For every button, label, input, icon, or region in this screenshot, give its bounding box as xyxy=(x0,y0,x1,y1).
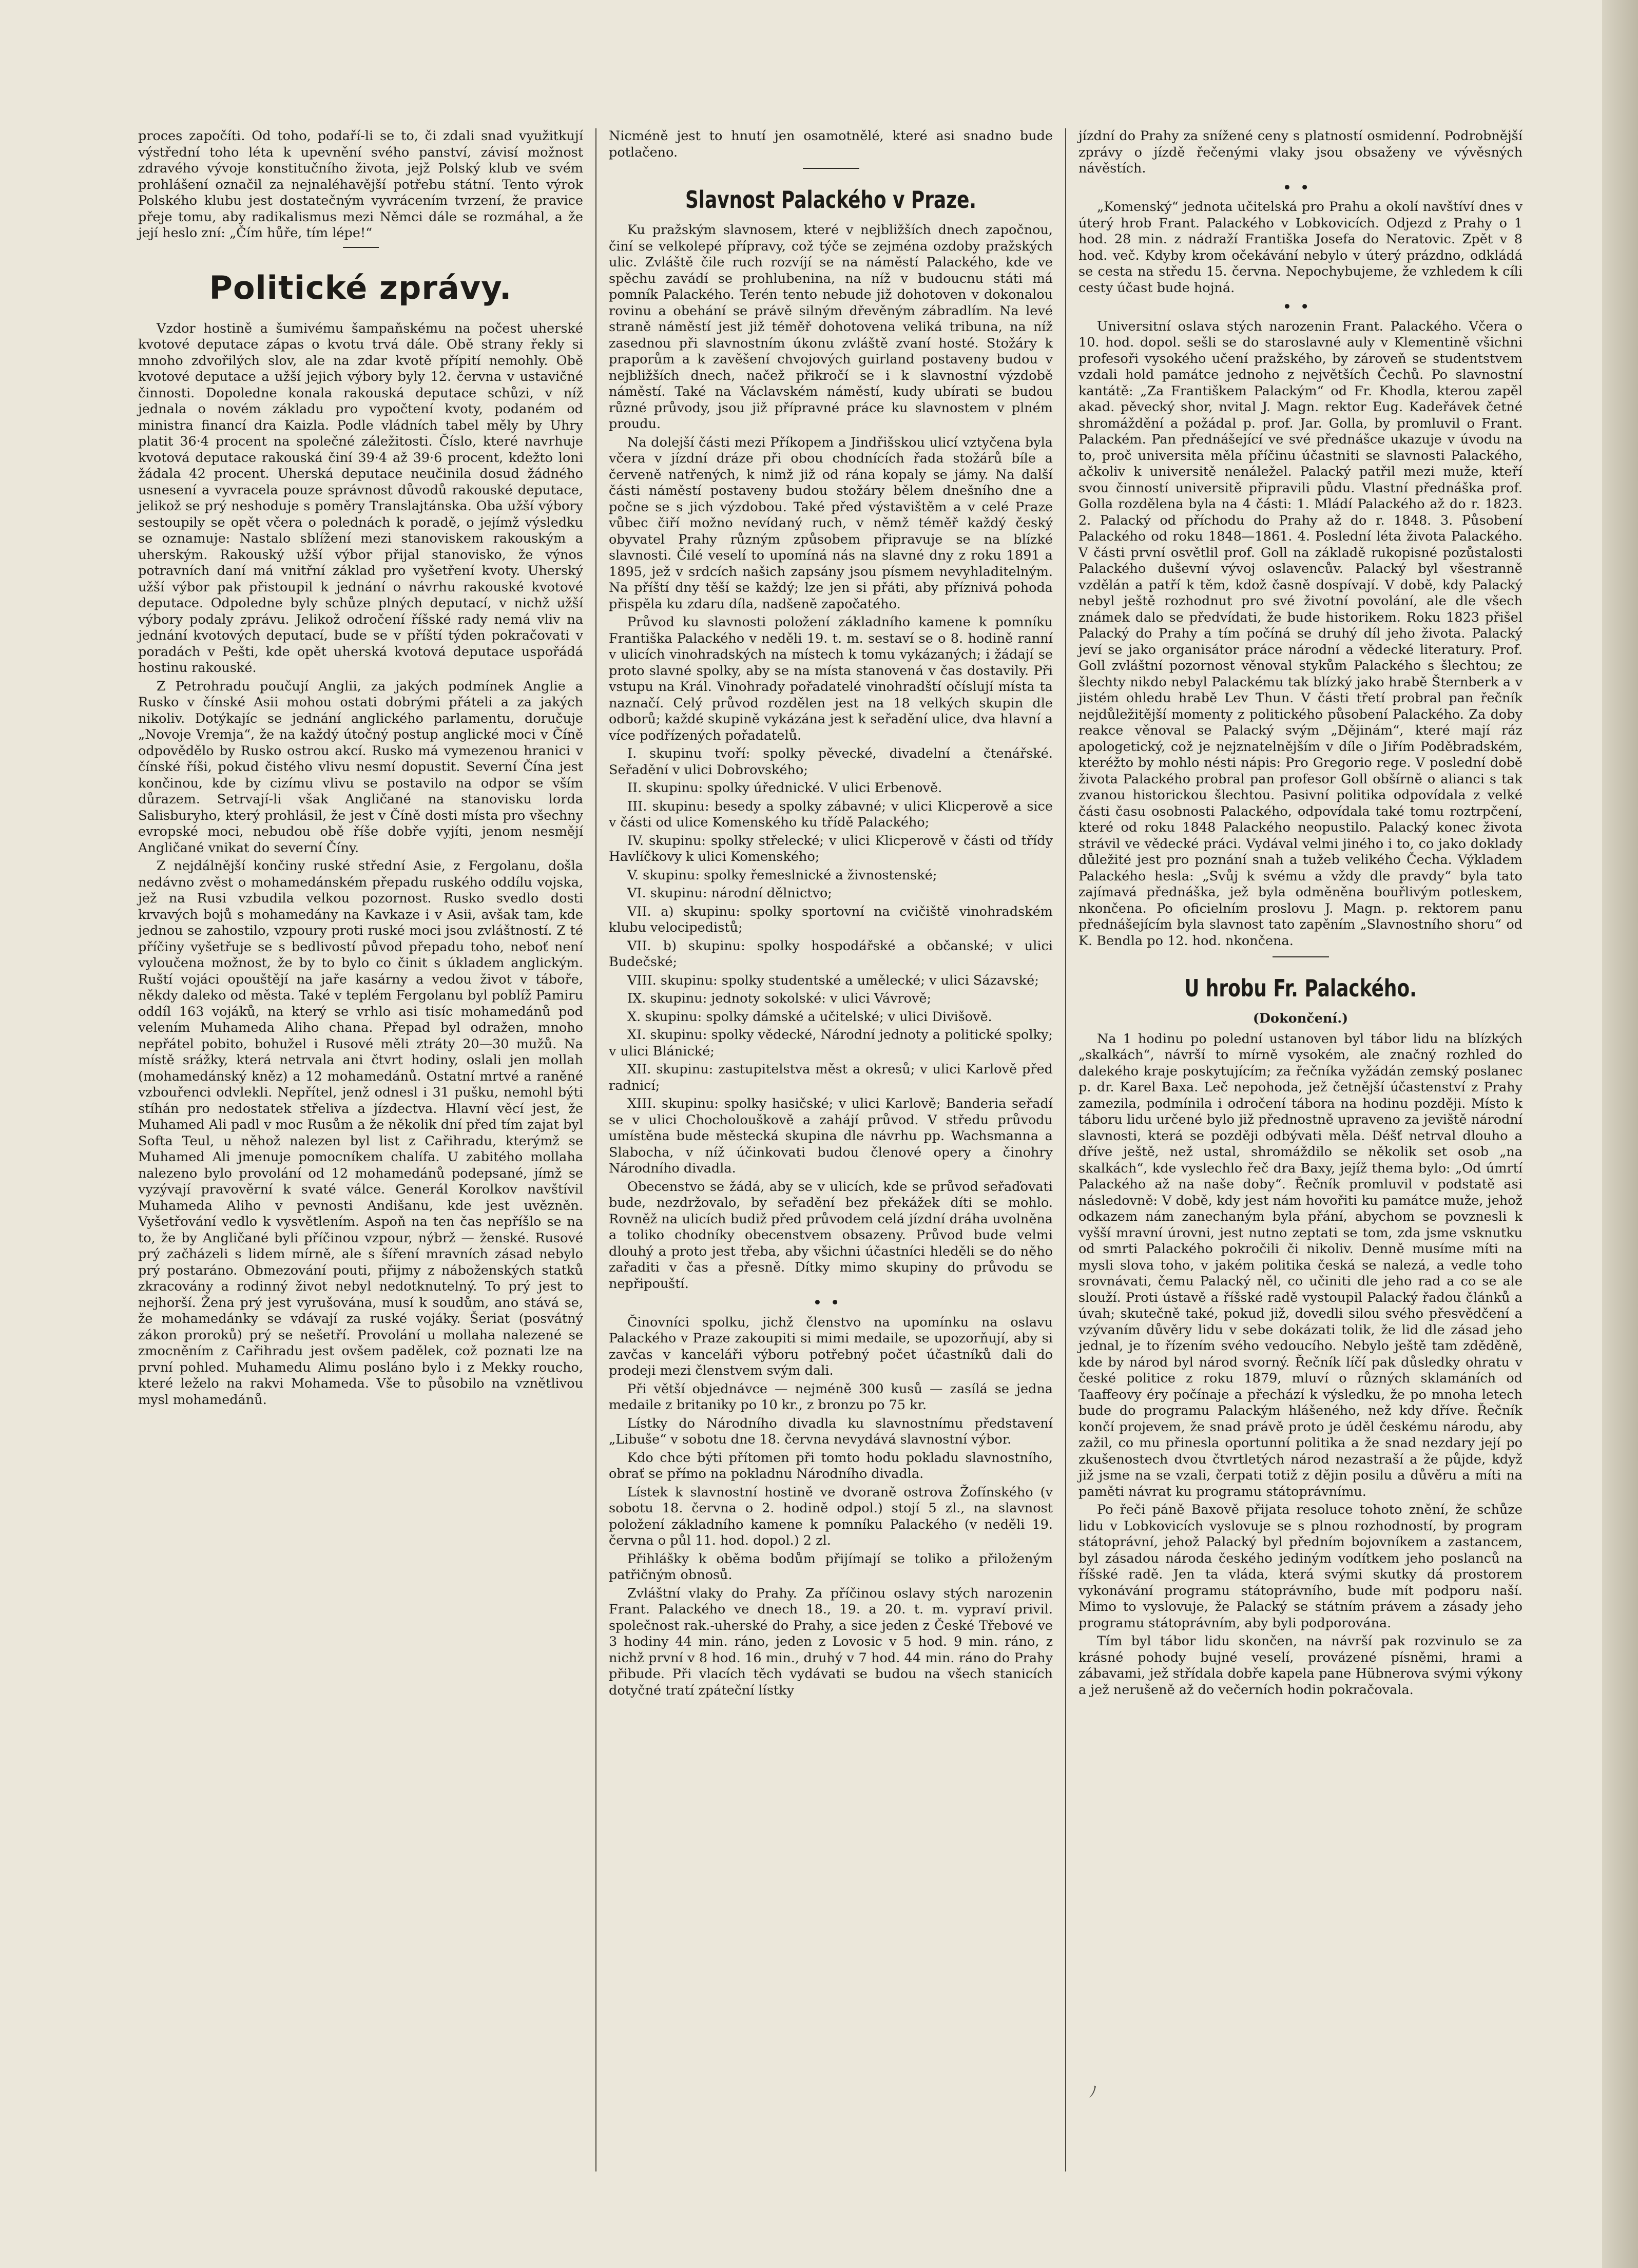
col2-paragraph: X. skupinu: spolky dámské a učitelské; v ulici Divišově. xyxy=(627,1009,992,1025)
col2-paragraph: IV. skupinu: spolky střelecké; v ulici Klicperově v části od třídy Havlíčkovy k ulici Komenského; xyxy=(609,833,1053,864)
section-divider xyxy=(343,247,379,248)
column-2 xyxy=(595,128,1065,2171)
col2-paragraph: Lístky do Národního divadla ku slavnostnímu představení „Libuše“ v sobotu dne 18. června nevydává slavnostní výbor. xyxy=(609,1415,1053,1447)
col2-paragraph: XII. skupinu: zastupitelstva měst a okresů; v ulici Karlově před radnicí; xyxy=(609,1062,1053,1093)
slavnost-palackeho-heading: Slavnost Palackého v Praze. xyxy=(685,186,977,214)
col2-paragraph: I. skupinu tvoří: spolky pěvecké, divadelní a čtenářské. Seřadění v ulici Dobrovského; xyxy=(609,746,1053,778)
u-hrobu-heading: U hrobu Fr. Palackého. xyxy=(1184,974,1417,1002)
col2-lead-paragraph: Nicméně jest to hnutí jen osamotnělé, které asi snadno bude potlačeno. xyxy=(609,128,1053,160)
col2-paragraph: Obecenstvo se žádá, aby se v ulicích, kde se průvod seřaďovati bude, nezdržovalo, by seřadění bez překážek díti se mohlo. Rovněž na ulicích budiž před průvodem celá jízdní dráha uvolněna a toliko chodníky obecenstvem obsazeny. Průvod bude velmi dlouhý a proto jest třeba, aby všichni účastníci hleděli se do něho zařaditi v čas a přesně. Dítky mimo skupiny do průvodu se nepřipouští. xyxy=(609,1179,1053,1292)
col2-paragraph: XIII. skupinu: spolky hasičské; v ulici Karlově; Banderia seřadí se v ulici Chocholouškově a zahájí průvod. V středu průvodu umístěna bude městecká skupina dle návrhu pp. Wachsmanna a Slabocha, v níž účinkovati budou členové opery a činohry Národního divadla. xyxy=(609,1096,1053,1176)
politicke-zpravy-heading: Politické zprávy. xyxy=(209,268,512,306)
column-1 xyxy=(126,128,595,2171)
col2-paragraph: III. skupinu: besedy a spolky zábavné; v ulici Klicperově a sice v části od ulice Komenského ku třídě Palackého; xyxy=(609,798,1053,830)
col1-paragraph: Z Petrohradu poučují Anglii, za jakých podmínek Anglie a Rusko v čínské Asii mohou ostati dobrými přáteli a za jakých nikoliv. Dotýkajíc se jednání anglického parlamentu, doručuje „Novoje Vremja“, že na každý útočný postup anglické moci v Číně odpovědělo by Rusko ostrou akcí. Rusko má vymezenou hranici v čínské říši, pokud čistého vlivu nesmí dopustit. Severní Čína jest končinou, kde by cizímu vlivu se postavilo na odpor se vším důrazem. Setrvají-li však Angličané na stanovisku lorda Salisburyho, který prohlásil, že jest v Číně dosti místa pro všechny evropské moci, nebudou obě říše dobře vyjíti, jenom nesmějí Angličané vnikat do severní Číny. xyxy=(138,678,583,856)
col2-paragraph: II. skupinu: spolky úřednické. V ulici Erbenově. xyxy=(627,780,942,796)
section-divider xyxy=(1273,956,1329,957)
col2-paragraph: V. skupinu: spolky řemeslnické a živnostenské; xyxy=(627,867,937,883)
section-divider: •• xyxy=(1283,180,1318,196)
col3-paragraph: „Komenský“ jednota učitelská pro Prahu a okolí navštíví dnes v úterý hrob Frant. Palackého v Lobkovicích. Odjezd z Prahy o 1 hod. 28 min. z nádraží Františka Josefa do Neratovic. Zpět v 8 hod. več. Kdyby krom očekávání nebylo v úterý prázdno, odkládá se cesta na středu 15. června. Nepochybujeme, že vzhledem k cíli cesty účast bude hojná. xyxy=(1078,199,1523,296)
page-edge xyxy=(1602,0,1638,2268)
col2-paragraph: XI. skupinu: spolky vědecké, Národní jednoty a politické spolky; v ulici Blánické; xyxy=(609,1027,1053,1059)
col3-paragraph: Po řeči páně Baxově přijata resoluce tohoto znění, že schůze lidu v Lobkovicích vyslovuje se s plnou rozhodností, by program státoprávní, jehož Palacký byl předním bojovníkem a zastancem, byl zásadou národa českého jediným vodítkem jeho poslanců na říšské radě. Jen ta vláda, která svými skutky dá prostorem vykonávání programu státoprávního, bude mít podporu naší. Mimo to vyslovuje, že Palacký se státním právem a zásady jeho programu státoprávním, aby byli podporována. xyxy=(1078,1502,1523,1631)
col2-paragraph: Kdo chce býti přítomen při tomto hodu pokladu slavnostního, obrať se přímo na pokladnu Národního divadla. xyxy=(609,1450,1053,1482)
pencil-margin-mark: ﾉ xyxy=(1089,2083,1097,2101)
col2-paragraph: Ku pražským slavnosem, které v nejbližších dnech započnou, činí se velkolepé přípravy, což týče se zejména ozdoby pražských ulic. Zvláště čile ruch rozvíjí se na náměstí Palackého, kde ve spěchu zavádí se prohlubenina, na níž v budoucnu státi má pomník Palackého. Terén tento nebude již dohotoven v dokonalou rovinu a obehání se právě silným dřevěným zábradlím. Na levé straně náměstí jest již téměř dohotovena veliká tribuna, na níž zasednou při slavnostním úkonu zvláště zvaní hosté. Stožáry k praporům a k zavěšení chvojových guirland postaveny budou v nejbližších dnech, načež přikročí se i k slavnostní výzdobě náměstí. Také na Václavském náměstí, kudy ubírati se budou různé průvody, jsou již přípravné práce ku slavnostem v plném proudu. xyxy=(609,222,1053,432)
col3-lead-paragraph: jízdní do Prahy za snížené ceny s platností osmidenní. Podrobnější zprávy o jízdě řečenými vlaky jsou obsaženy ve vývěsných návěstích. xyxy=(1078,128,1523,176)
col3-paragraph: Tím byl tábor lidu skončen, na návrší pak rozvinulo se za krásné pohody bujné veselí, provázené písněmi, hrami a zábavami, jež střídala dobře kapela pane Hübnerova svými výkony a jež nerušeně až do večerních hodin pokračovala. xyxy=(1078,1633,1523,1698)
col2-paragraph: IX. skupinu: jednoty sokolské: v ulici Vávrově; xyxy=(627,991,932,1006)
col1-paragraph: Vzdor hostině a šumivému šampaňskému na počest uherské kvotové deputace zápas o kvotu trvá dále. Obě strany řekly si mnoho zdvořilých slov, ale na zdar kvotě přípití nemohly. Obě kvotové deputace a užší jejich výbory byly 12. června v ustavičné činnosti. Dopoledne konala rakouská deputace schůzi, v níž jednala o novém základu pro vypočtení kvoty, podaném od ministra financí dra Kaizla. Podle vládních tabel měly by Uhry platit 36·4 procent na společné záležitosti. Číslo, které navrhuje kvotová deputace rakouská činí 39·4 až 39·6 procent, kdežto loni žádala 42 procent. Uherská deputace neučinila dosud žádného usnesení a vyvracela pouze správnost důvodů rakouské deputace, jelikož se prý neshoduje s poměry Translajtánska. Oba užší výbory sestoupily se opět včera o polednách k poradě, o jejímž výsledku se oznamuje: Nastalo sblížení mezi stanoviskem rakouským a uherským. Rakouský užší výbor přijal stanovisko, že výnos potravních daní má vnitřní základ pro vyšetření kvoty. Uherský užší výbor pak přistoupil k jednání o návrhu rakouské kvotové deputace. Odpoledne byly schůze plných deputací, v nichž užší výbory podaly zprávu. Jelikož odročení říšské rady nemá vliv na jednání kvotových deputací, bude se v příští týden pokračovati v poradách v Pešti, kde opět uherská kvotová deputace uspořádá hostinu rakouské. xyxy=(138,320,583,676)
col2-paragraph: Zvláštní vlaky do Prahy. Za příčinou oslavy stých narozenin Frant. Palackého ve dnech 18., 19. a 20. t. m. vypraví privil. společnost rak.-uherské do Prahy, a sice jeden z České Třebové ve 3 hodiny 44 min. ráno, jeden z Lovosic v 5 hod. 9 min. ráno, z nichž první v 8 hod. 16 min., druhý v 7 hod. 44 min. ráno do Prahy přibude. Při vlacích těch vydávati se budou na všech stanicích dotyčné tratí zpáteční lístky xyxy=(609,1585,1053,1698)
col1-paragraph: Z nejdálnější končiny ruské střední Asie, z Fergolanu, došla nedávno zvěst o mohamedánském přepadu ruského oddílu vojska, jež na Rusi vzbudila velkou pozornost. Rusko svedlo dosti krvavých bojů s mohamedány na Kavkaze i v Asii, avšak tam, kde jednou se zahostilo, vzpoury proti ruské moci jsou zvláštností. Z té příčiny vyšetřuje se s bedlivostí původ přepadu toho, neboť není vyloučena možnost, že by to bylo co činit s úkladem anglickým. Ruští vojáci opouštějí na jaře kasárny a vedou život v táboře, někdy daleko od města. Také v teplém Fergolanu byl poblíž Pamiru oddíl 163 vojáků, na který se vrhlo asi tisíc mohamedánů pod velením Muhameda Aliho chana. Přepad byl odražen, mnoho nepřátel pobito, bohužel i Rusové měli ztráty 20—30 mužů. Na místě srážky, která netrvala ani čtvrt hodiny, oslali jen mollah (mohamedánský kněz) a 12 mohamedánů. Ostatní mrtvé a raněné vzbouřenci odvlekli. Nepřítel, jenž odnesl i 31 pušku, nemohl býti stíhán pro nedostatek střeliva a jízdectva. Hlavní věcí jest, že Muhamed Ali padl v moc Rusům a že několik dní před tím zajat byl Softa Teul, u něhož nalezen byl list z Cařihradu, kterýmž se Muhamed Ali jmenuje pomocníkem chalífa. U zabitého mollaha nalezeno bylo provolání od 12 mohamedánů podepsané, jímž se vyzývají pravověrní k svaté válce. Generál Korolkov navštívil Muhameda Aliho v pevnosti Andišanu, kde jest uvězněn. Vyšetřování vedlo k vysvětlením. Aspoň na ten čas nepříšlo se na to, že by Angličané byli příčinou vzpour, nýbrž — ženské. Rusové prý začházeli s lidem mírně, ale s šíření mravních zásad nebylo prý postaráno. Obmezování pouti, přijmy z náboženských statků zkracovány a rodinný život nebyl nedotknutelný. To prý jest to nejhorší. Žena prý jest vyrušována, musí k soudům, ano stává se, že mohamedánky se vdávají za ruské vojáky. Šeriat (posvátný zákon proroků) prý se nešetří. Provolání u mollaha nalezené se zmocněním z Cařihradu jest ovšem padělek, což poznati lze na první pohled. Muhamedu Alimu posláno bylo i z Mekky roucho, které leželo na rakvi Mohameda. Vše to působilo na vznětlivou mysl mohamedánů. xyxy=(138,858,583,1408)
col2-paragraph: Činovníci spolku, jichž členstvo na upomínku na oslavu Palackého v Praze zakoupiti si mimi medaile, se upozorňují, aby si zavčas v kanceláři výboru potřebný počet účastníků dali do prodeji mezi členstvem svým dali. xyxy=(609,1314,1053,1378)
section-divider: •• xyxy=(1283,299,1318,315)
col2-paragraph: Při větší objednávce — nejméně 300 kusů — zasílá se jedna medaile z britaniky po 10 kr., z bronzu po 75 kr. xyxy=(609,1381,1053,1413)
col2-paragraph: Průvod ku slavnosti položení základního kamene k pomníku Františka Palackého v neděli 19. t. m. sestaví se o 8. hodině ranní v ulicích vinohradských na místech k tomu vykázaných; i žádají se proto slavné spolky, aby se na místa stanovená v čas dostavily. Při vstupu na Král. Vinohrady pořadatelé vinohradští očíslují místa ta naznačí. Celý průvod rozdělen jest na 18 velkých skupin dle odborů; každé skupině vykázána jest k seřadění ulice, dva hlavní a více podřízených pořadatelů. xyxy=(609,614,1053,743)
col2-paragraph: VIII. skupinu: spolky studentské a umělecké; v ulici Sázavské; xyxy=(627,972,1039,988)
column-3 xyxy=(1065,128,1535,2171)
col1-lead-paragraph: proces započíti. Od toho, podaří-li se to, či zdali snad využitkují výstřední toho léta k upevnění svého panství, závisí možnost zdravého vývoje konstitučního života, jejž Polský klub ve svém prohlášení označil za nejnaléhavější potřebu státní. Tento výrok Polského klubu jest dostatečným vyvrácením tvrzení, že pravice přeje tomu, aby radikalismus mezi Němci dále se rozmáhal, a že její heslo zní: „Čím hůře, tím lépe!“ xyxy=(138,128,583,241)
section-divider: •• xyxy=(813,1295,849,1311)
col3-paragraph: Universitní oslava stých narozenin Frant. Palackého. Včera o 10. hod. dopol. sešli se do staroslavné auly v Klementině všichni profesoři vysokého učení pražského, by zároveň se studentstvem vzdali hold památce jednoho z největších Čechů. Po slavnostní kantátě: „Za Františkem Palackým“ od Fr. Khodla, kterou zapěl akad. pěvecký shor, nvital J. Magn. rektor Eug. Kadeřávek četné shromáždění a požádal p. prof. Jar. Golla, by promluvil o Frant. Palackém. Pan přednášející ve své přednášce ukazuje v úvodu na to, proč universita měla příčinu účastniti se slavnosti Palackého, ačkoliv k universitě nenáležel. Palacký patřil mezi muže, kteří svou činností universitě připravili půdu. Vlastní přednáška prof. Golla rozdělena byla na 4 části: 1. Mládí Palackého až do r. 1823. 2. Palacký od příchodu do Prahy až do r. 1848. 3. Působení Palackého od roku 1848—1861. 4. Poslední léta života Palackého. V části první osvětlil prof. Goll na základě rukopisné pozůstalosti Palackého duševní vývoj oslavencův. Palacký byl všestranně vzdělán a patří k těm, kdož časně dospívají. V době, kdy Palacký nebyl ještě rozhodnut pro své životní povolání, ale dle všech známek dalo se předvídati, že bude historikem. Roku 1823 přišel Palacký do Prahy a tím počíná se druhý díl jeho života. Palacký jeví se jako organisátor práce národní a vědecké literatury. Prof. Goll zvláštní pozornost věnoval stykům Palackého s šlechtou; ze šlechty nikdo nebyl Palackému tak blízký jako hrabě Šternberk a v jistém ohledu hrabě Lev Thun. V části třetí probral pan řečník nejdůležitější momenty z politického působení Palackého. Za doby reakce věnoval se Palacký svým „Dějinám“, které mají ráz apologetický, což je nejznatelnějším v díle o Jiřím Poděbradském, kteréžto by mohlo nésti nápis: Pro Gregorio rege. V poslední době života Palackého probral pan profesor Goll obšírně o alianci s tak zvanou historickou šlechtou. Pasivní politika odpovídala z velké části času osobnosti Palackého, odpovídala také tomu roztrpčení, které od roku 1848 Palackého neopustilo. Palacký konec života strávil ve vědecké práci. Vydával velmi jiného i to, co jako doklady důležité jest pro poznání snah a tužeb velikého Čecha. Výkladem Palackého hesla: „Svůj k svému a vždy dle pravdy“ byla tato zajímavá přednáška, jež byla odměněna bouřlivým potleskem, nkončena. Po oficielním proslovu J. Magn. p. rektorem panu přednášejícím byla slavnost tato zapěním „Slavnostního shoru“ od K. Bendla po 12. hod. nkončena. xyxy=(1078,318,1523,949)
continued-note: (Dokončení.) xyxy=(1252,1011,1348,1026)
col2-paragraph: Lístek k slavnostní hostině ve dvoraně ostrova Žofínského (v sobotu 18. června o 2. hodině odpol.) stojí 5 zl., na slavnost položení základního kamene k pomníku Palackého (v neděli 19. června o půl 11. hod. dopol.) 2 zl. xyxy=(609,1484,1053,1548)
col2-paragraph: VI. skupinu: národní dělnictvo; xyxy=(627,886,832,901)
section-divider xyxy=(803,168,859,169)
col2-paragraph: VII. b) skupinu: spolky hospodářské a občanské; v ulici Budečské; xyxy=(609,938,1053,970)
col2-paragraph: Na dolejší části mezi Příkopem a Jindřišskou ulicí vztyčena byla včera v jízdní dráze při obou chodnících řada stožárů bíle a červeně natřených, k nimž již od rána kopaly se jámy. Na další části náměstí postaveny budou stožáry bělem dnešního dne a počne se s jich výzdobou. Také před výstavištěm a v celé Praze vůbec čiří možno nevídaný ruch, v němž téměř každý český obyvatel Prahy různým způsobem připravuje se na blízké slavnosti. Čilé veselí to upomíná nás na slavné dny z roku 1891 a 1895, jež v srdcích našich zapsány jsou písmem nevyhladitelným. Na příští dny těší se každý; lze jen si přáti, aby příznivá pohoda přispěla ku zdaru díla, nadšeně započatého. xyxy=(609,434,1053,612)
col3-paragraph: Na 1 hodinu po polední ustanoven byl tábor lidu na blízkých „skalkách“, návrší to mírně vysokém, ale značný rozhled do dalekého kraje poskytujícím; za řečníka vyžádán zemský poslanec p. dr. Karel Baxa. Leč nepohoda, jež četnější účastenství z Prahy zamezila, podmínila i odročení tábora na hodinu později. Místo k táboru lidu určené bylo již přednostně upraveno za jeviště národní slavnosti, která se později odbývati měla. Déšť netrval dlouho a dříve ještě, než ustal, shromáždilo se několik set osob „na skalkách“, kde vyslechlo řeč dra Baxy, jejíž thema bylo: „Od úmrtí Palackého až na naše doby“. Řečník promluvil v podstatě asi následovně: V době, kdy jest nám hovořiti ku památce muže, jehož odkazem nám zanechaným byla přání, abychom se povznesli k vyšší mravní úrovni, jest nutno zeptati se tom, zda jsme vsknutku od smrti Palackého pokročili či nikoliv. Denně musíme míti na mysli slova toho, v jakém politika česká se nalezá, a vedle toho srovnávati, čemu Palacký něl, co učiniti dle jeho rad a co se ale slouží. Proti ústavě a říšské radě vystoupil Palacký řadou článků a úvah; skutečně také, pokud již, dovedli silou svého přesvědčení a vzývaním důvěry lidu v sebe dokázati tolik, že lid dle zásad jeho jednal, je to řízením svého vedoucího. Nebylo ještě tam zděděně, kde by národ byl národ svorný. Řečník líčí pak důsledky ohratu v české politice z roku 1879, mluví o různých sklamáních od Taaffeovy éry počínaje a přechází k výsledku, že po mnoha letech bude do programu Palackým hlášeného, než kdy dříve. Řečník končí projevem, že snad právě proto je úděl českému národu, aby zažil, co mu přinesla oportunní politika a že snad nezdary její po zkušenostech dvou čtvrtletých národ nezastraší a že půjde, když již jsme na se vzali, čerpati totiž z dějin posilu a důvěru a míti na paměti návrat ku programu státoprávnímu. xyxy=(1078,1031,1523,1500)
newspaper-columns xyxy=(126,128,1581,2171)
col2-paragraph: Přihlášky k oběma bodům přijímají se toliko a přiloženým patřičným obnosů. xyxy=(609,1551,1053,1583)
col2-paragraph: VII. a) skupinu: spolky sportovní na cvičiště vinohradském klubu velocipedistů; xyxy=(609,904,1053,935)
